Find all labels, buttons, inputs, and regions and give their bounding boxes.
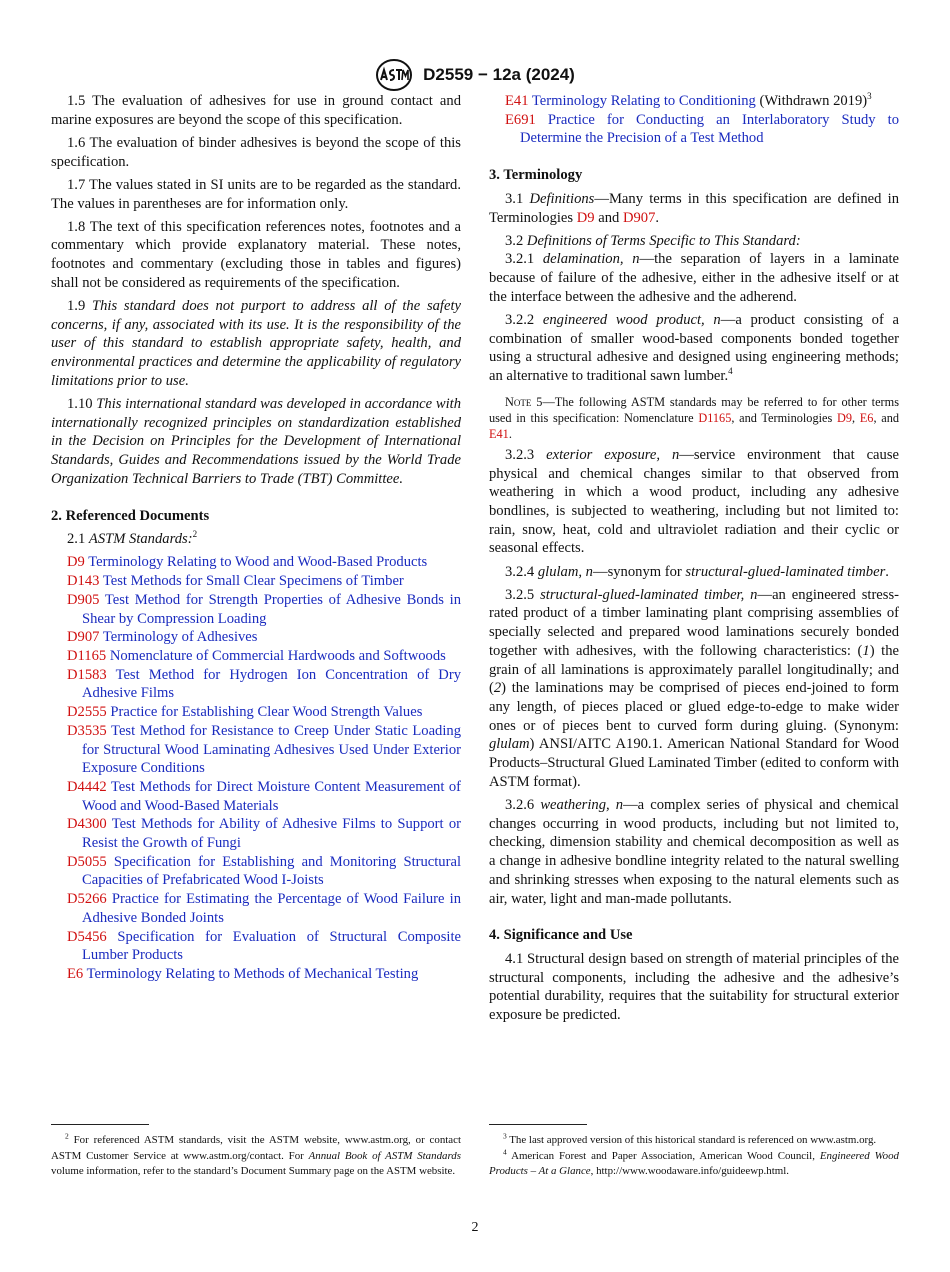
page-number: 2 (471, 1220, 479, 1235)
xref-link[interactable]: D907 (622, 209, 656, 226)
definition-3-2-2: 3.2.2 engineered wood product, n—a product consisting of a combination of smaller wood-based components bonded together using a structural adhesive and designed using engineering methods; an alternative to traditional sawn lumber.$^4$ (489, 312, 899, 385)
reference-item[interactable]: D143 Test Methods for Small Clear Specimens of Timber (67, 573, 404, 590)
footnote-divider-left (51, 1124, 149, 1125)
paragraph-1-8: 1.8 The text of this specification references notes, footnotes and a commentary which provide explanatory material. These notes, footnotes and commentary (excluding those in tables and figures) shall not be considered as requirements of the specification. (51, 218, 462, 291)
xref-link[interactable]: D9 (836, 410, 852, 425)
paragraph-2-1: 2.1 ASTM Standards:$^2$ (67, 529, 198, 548)
note-5: Note 5—The following ASTM standards may be referred to for other terms used in this specification: Nomenclature D1165, and Terminologies D9, E6, and E41. (489, 394, 900, 441)
reference-item[interactable]: D1583 Test Method for Hydrogen Ion Concentration of Dry Adhesive Films (67, 666, 461, 702)
astm-logo-icon (375, 58, 413, 92)
paragraph-3-1: 3.1 Definitions—Many terms in this specification are defined in Terminologies D9 and D907. (489, 190, 899, 226)
xref-link[interactable]: D1165 (698, 410, 732, 425)
footnote-divider-right (489, 1124, 587, 1125)
definition-3-2-5: 3.2.5 structural-glued-laminated timber, n—an engineered stress-rated product of a timber laminating plant comprising assemblies of specially selected and prepared wood laminations securely bonded together with adhesives, with the following characteristics: (1) the grain of all laminations is approximately parallel longitudinally; and (2) the laminations may be comprised of pieces end-joined to form any length, of pieces placed or glued edge-to-edge to make wider ones or of pieces bent to curved form during gluing. (Synonym: glulam) ANSI/AITC A190.1. American National Standard for Wood Products–Structural Glued Laminated Timber (edited to conform with ASTM format). (489, 586, 900, 790)
reference-item[interactable]: E6 Terminology Relating to Methods of Mechanical Testing (67, 965, 419, 982)
definition-3-2-1: 3.2.1 delamination, n—the separation of layers in a laminate because of failure of the adhesive, either in the adhesive itself or at the interface between the adhesive and the adherend. (489, 251, 899, 305)
reference-list-continued (489, 92, 899, 148)
reference-list (51, 553, 461, 983)
reference-item[interactable]: E41 Terminology Relating to Conditioning (Withdrawn 2019)$^3$ (505, 91, 872, 109)
reference-item[interactable]: D5456 Specification for Evaluation of Structural Composite Lumber Products (67, 928, 461, 964)
footnote-3: $^3$ The last approved version of this historical standard is referenced on www.astm.org. (503, 1131, 877, 1146)
page-header (0, 58, 950, 92)
xref-link[interactable]: E6 (859, 410, 874, 425)
reference-item[interactable]: D3535 Test Method for Resistance to Creep Under Static Loading for Structural Wood Laminating Adhesives Used Under Exterior Exposure Conditions (67, 722, 462, 777)
reference-item[interactable]: D2555 Practice for Establishing Clear Wood Strength Values (67, 704, 423, 721)
section-3-heading: 3. Terminology (489, 167, 583, 184)
section-4-heading: 4. Significance and Use (489, 927, 633, 944)
paragraph-1-7: 1.7 The values stated in SI units are to be regarded as the standard. The values in parentheses are for information only. (51, 176, 462, 212)
left-column (51, 92, 461, 984)
xref-link[interactable]: E41 (489, 426, 509, 441)
reference-item[interactable]: D5266 Practice for Estimating the Percentage of Wood Failure in Adhesive Bonded Joints (67, 891, 461, 926)
footnote-4: $^4$ American Forest and Paper Association, American Wood Council, Engineered Wood Products – At a Glance, http://www.woodaware.info/guideewp.html. (489, 1146, 899, 1177)
reference-item[interactable]: D5055 Specification for Establishing and Monitoring Structural Capacities of Prefabricated Wood I-Joists (67, 853, 461, 889)
footnote-2: $^2$ For referenced ASTM standards, visit the ASTM website, www.astm.org, or contact ASTM Customer Service at www.astm.org/contact. For Annual Book of ASTM Standards volume information, refer to the standard’s Document Summary page on the ASTM website. (51, 1131, 461, 1177)
reference-item[interactable]: E691 Practice for Conducting an Interlaboratory Study to Determine the Precision of a Test Method (505, 111, 899, 147)
paragraph-1-9: 1.9 This standard does not purport to address all of the safety concerns, if any, associated with its use. It is the responsibility of the user of this standard to establish appropriate safety, health, and environmental practices and determine the applicability of regulatory limitations prior to use. (51, 298, 461, 389)
reference-item[interactable]: D905 Test Method for Strength Properties of Adhesive Bonds in Shear by Compression Loading (67, 591, 461, 627)
paragraph-1-6: 1.6 The evaluation of binder adhesives is beyond the scope of this specification. (51, 134, 461, 170)
definition-3-2-3: 3.2.3 exterior exposure, n—service environment that cause physical and chemical changes similar to that observed from weathering in which a wood product, including any adhesive bondlines, is subjected to weathering, including but not limited to: rain, snow, heat, cold and ultraviolet radiation and their cyclic or seasonal effects. (489, 446, 899, 557)
document-designation: D2559 − 12a (2024) (423, 65, 575, 84)
definition-3-2-6: 3.2.6 weathering, n—a complex series of physical and chemical changes occurring in wood products, including but not limited to, checking, dimension stability and chemical decomposition as well as a change in adhesive bondline integrity related to the natural swelling and shrinking stresses when exposing to the natural elements such as air, water, light and man-made pollutants. (489, 797, 899, 907)
xref-link[interactable]: D9 (576, 209, 595, 226)
section-2-heading: 2. Referenced Documents (51, 507, 210, 524)
reference-item[interactable]: D4442 Test Methods for Direct Moisture Content Measurement of Wood and Wood-Based Materials (67, 778, 461, 814)
reference-item[interactable]: D907 Terminology of Adhesives (67, 629, 258, 646)
footnotes-right (489, 1133, 899, 1180)
reference-item[interactable]: D4300 Test Methods for Ability of Adhesive Films to Support or Resist the Growth of Fungi (67, 816, 461, 852)
paragraph-3-2: 3.2 Definitions of Terms Specific to This Standard: (505, 232, 801, 249)
reference-item[interactable]: D1165 Nomenclature of Commercial Hardwoods and Softwoods (67, 647, 446, 664)
reference-item[interactable]: D9 Terminology Relating to Wood and Wood-Based Products (67, 554, 428, 571)
paragraph-1-10: 1.10 This international standard was developed in accordance with internationally recognized principles on standardization established in the Decision on Principles for the Development of International Standards, Guides and Recommendations issued by the World Trade Organization Technical Barriers to Trade (TBT) Committee. (51, 396, 461, 487)
definition-3-2-4: 3.2.4 glulam, n—synonym for structural-glued-laminated timber. (505, 563, 889, 580)
paragraph-1-5: 1.5 The evaluation of adhesives for use in ground contact and marine exposures are beyond the scope of this specification. (51, 93, 462, 128)
paragraph-4-1: 4.1 Structural design based on strength of material principles of the structural components, including the adhesive and the adhesive’s potential durability, requires that the suitability for structural exterior exposure be predicted. (489, 950, 899, 1024)
right-column (489, 92, 899, 1029)
